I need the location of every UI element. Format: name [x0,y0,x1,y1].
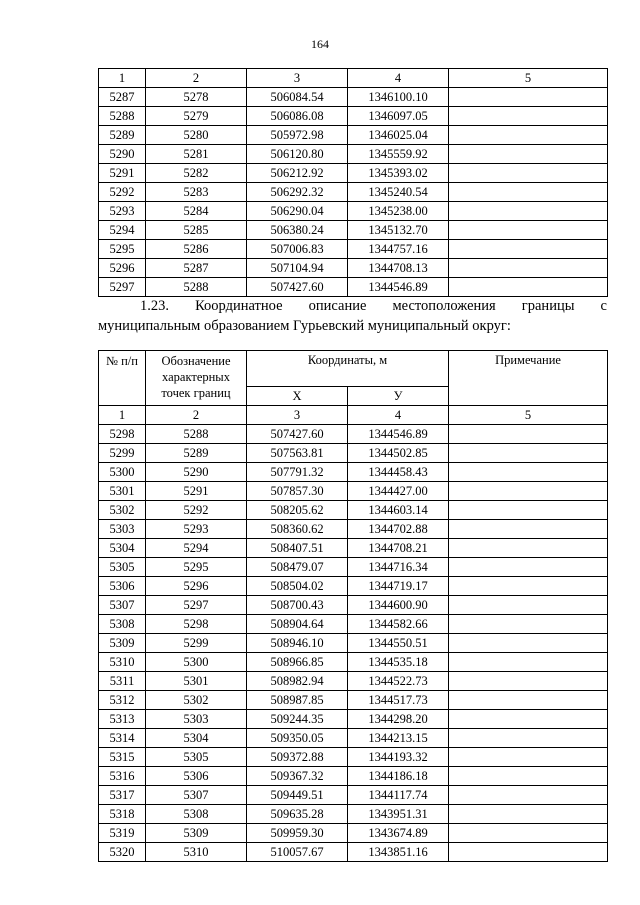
table-row [99,843,608,862]
point-number: 5303 [99,520,146,539]
table-row [99,824,608,843]
note-cell [449,482,608,501]
header-y: У [348,386,449,405]
table-row [99,558,608,577]
boundary-point-designation: 5310 [146,843,247,862]
coordinate-x: 506380.24 [247,221,348,240]
coordinate-y: 1344458.43 [348,463,449,482]
coordinate-y: 1344427.00 [348,482,449,501]
boundary-point-designation: 5279 [146,107,247,126]
coordinate-y: 1345559.92 [348,145,449,164]
point-number: 5312 [99,691,146,710]
coordinates-table [98,350,608,862]
table-row [99,748,608,767]
boundary-point-designation: 5280 [146,126,247,145]
boundary-point-designation: 5298 [146,615,247,634]
note-cell [449,805,608,824]
coordinate-y: 1344719.17 [348,577,449,596]
point-number: 5288 [99,107,146,126]
point-number: 5301 [99,482,146,501]
point-number: 5310 [99,653,146,672]
coordinate-x: 508987.85 [247,691,348,710]
column-number: 3 [247,406,348,425]
point-number: 5314 [99,729,146,748]
coordinate-y: 1344535.18 [348,653,449,672]
coordinate-x: 506292.32 [247,183,348,202]
table-row [99,259,608,278]
point-number: 5297 [99,278,146,297]
coordinate-y: 1344298.20 [348,710,449,729]
note-cell [449,444,608,463]
coordinate-y: 1344757.16 [348,240,449,259]
note-cell [449,202,608,221]
point-number: 5302 [99,501,146,520]
table-body [99,88,608,297]
point-number: 5309 [99,634,146,653]
boundary-point-designation: 5292 [146,501,247,520]
table-row [99,767,608,786]
note-cell [449,767,608,786]
point-number: 5291 [99,164,146,183]
boundary-point-designation: 5284 [146,202,247,221]
table-row [99,425,608,444]
coordinate-x: 509372.88 [247,748,348,767]
point-number: 5315 [99,748,146,767]
note-cell [449,259,608,278]
coordinate-y: 1344522.73 [348,672,449,691]
coordinate-x: 506290.04 [247,202,348,221]
coordinate-y: 1344582.66 [348,615,449,634]
boundary-point-designation: 5307 [146,786,247,805]
table-row [99,672,608,691]
note-cell [449,107,608,126]
coordinate-x: 507563.81 [247,444,348,463]
note-cell [449,615,608,634]
page-number: 164 [311,37,329,51]
coordinate-x: 508504.02 [247,577,348,596]
boundary-point-designation: 5288 [146,425,247,444]
note-cell [449,88,608,107]
coordinate-y: 1344716.34 [348,558,449,577]
coordinate-y: 1343951.31 [348,805,449,824]
coordinate-y: 1344603.14 [348,501,449,520]
boundary-point-designation: 5294 [146,539,247,558]
note-cell [449,278,608,297]
coordinate-y: 1344213.15 [348,729,449,748]
header-x: X [247,386,348,405]
column-number: 1 [99,69,146,88]
point-number: 5287 [99,88,146,107]
coordinate-y: 1343674.89 [348,824,449,843]
note-cell [449,520,608,539]
boundary-point-designation: 5283 [146,183,247,202]
heading-word: 1.23. [140,298,169,314]
point-number: 5295 [99,240,146,259]
column-number: 4 [348,406,449,425]
point-number: 5300 [99,463,146,482]
point-number: 5320 [99,843,146,862]
boundary-point-designation: 5308 [146,805,247,824]
point-number: 5308 [99,615,146,634]
header-designation: Обозначение характерных точек границ [146,351,247,406]
note-cell [449,577,608,596]
column-number: 2 [146,406,247,425]
boundary-point-designation: 5305 [146,748,247,767]
table-row [99,520,608,539]
table-row [99,444,608,463]
point-number: 5290 [99,145,146,164]
coordinate-x: 508904.64 [247,615,348,634]
table-row [99,145,608,164]
table-row [99,126,608,145]
table-row [99,202,608,221]
coordinate-x: 507006.83 [247,240,348,259]
point-number: 5316 [99,767,146,786]
note-cell [449,691,608,710]
point-number: 5299 [99,444,146,463]
note-cell [449,843,608,862]
coordinate-y: 1344117.74 [348,786,449,805]
table-row [99,634,608,653]
coordinate-y: 1344502.85 [348,444,449,463]
coordinate-y: 1344186.18 [348,767,449,786]
coordinate-x: 507857.30 [247,482,348,501]
column-number: 2 [146,69,247,88]
boundary-point-designation: 5295 [146,558,247,577]
coordinate-y: 1344702.88 [348,520,449,539]
boundary-point-designation: 5302 [146,691,247,710]
point-number: 5317 [99,786,146,805]
header-note: Примечание [449,351,608,406]
coordinate-x: 508946.10 [247,634,348,653]
coordinate-x: 506084.54 [247,88,348,107]
point-number: 5313 [99,710,146,729]
column-number-row [99,69,608,88]
point-number: 5292 [99,183,146,202]
boundary-point-designation: 5297 [146,596,247,615]
boundary-point-designation: 5281 [146,145,247,164]
table-row [99,501,608,520]
table-row [99,278,608,297]
boundary-point-designation: 5299 [146,634,247,653]
note-cell [449,164,608,183]
coordinate-x: 508479.07 [247,558,348,577]
heading-word: местоположения [392,298,496,314]
coordinate-y: 1345132.70 [348,221,449,240]
column-number: 1 [99,406,146,425]
coordinate-x: 508360.62 [247,520,348,539]
coordinate-y: 1344517.73 [348,691,449,710]
column-number: 4 [348,69,449,88]
coordinate-x: 506120.80 [247,145,348,164]
table-row [99,463,608,482]
heading-word: описание [308,298,367,314]
header-coordinates: Координаты, м [247,351,449,387]
coordinate-y: 1345240.54 [348,183,449,202]
table-row [99,240,608,259]
note-cell [449,240,608,259]
coordinate-x: 510057.67 [247,843,348,862]
table-row [99,691,608,710]
column-number-row [99,406,608,425]
boundary-point-designation: 5287 [146,259,247,278]
coordinate-x: 509959.30 [247,824,348,843]
boundary-point-designation: 5303 [146,710,247,729]
note-cell [449,672,608,691]
table-row [99,539,608,558]
point-number: 5298 [99,425,146,444]
note-cell [449,558,608,577]
table-row [99,729,608,748]
table-row [99,164,608,183]
note-cell [449,539,608,558]
coordinate-x: 509635.28 [247,805,348,824]
boundary-point-designation: 5304 [146,729,247,748]
column-number: 5 [449,406,608,425]
coordinate-x: 506086.08 [247,107,348,126]
point-number: 5296 [99,259,146,278]
coordinate-y: 1344708.13 [348,259,449,278]
table-row [99,596,608,615]
coordinate-y: 1346097.05 [348,107,449,126]
coordinate-x: 506212.92 [247,164,348,183]
note-cell [449,596,608,615]
note-cell [449,634,608,653]
coordinate-y: 1343851.16 [348,843,449,862]
coordinate-x: 508966.85 [247,653,348,672]
coordinate-y: 1344193.32 [348,748,449,767]
boundary-point-designation: 5290 [146,463,247,482]
table-row [99,107,608,126]
point-number: 5289 [99,126,146,145]
coordinate-x: 509449.51 [247,786,348,805]
coordinate-y: 1346025.04 [348,126,449,145]
boundary-point-designation: 5306 [146,767,247,786]
coordinate-y: 1344708.21 [348,539,449,558]
coordinate-x: 508407.51 [247,539,348,558]
table-row [99,710,608,729]
table-row [99,653,608,672]
boundary-point-designation: 5278 [146,88,247,107]
table-row [99,482,608,501]
boundary-point-designation: 5288 [146,278,247,297]
note-cell [449,501,608,520]
section-heading-line-1 [98,296,607,316]
point-number: 5304 [99,539,146,558]
boundary-point-designation: 5301 [146,672,247,691]
coordinate-x: 505972.98 [247,126,348,145]
coordinate-x: 509367.32 [247,767,348,786]
coordinate-y: 1346100.10 [348,88,449,107]
coordinate-x: 509244.35 [247,710,348,729]
note-cell [449,729,608,748]
coordinate-x: 507791.32 [247,463,348,482]
coordinate-y: 1344550.51 [348,634,449,653]
table-row [99,786,608,805]
point-number: 5294 [99,221,146,240]
column-number: 5 [449,69,608,88]
boundary-point-designation: 5286 [146,240,247,259]
point-number: 5319 [99,824,146,843]
table-body [99,425,608,862]
coordinate-y: 1344546.89 [348,425,449,444]
note-cell [449,183,608,202]
table-row [99,183,608,202]
table-row [99,805,608,824]
note-cell [449,425,608,444]
point-number: 5311 [99,672,146,691]
coordinate-x: 507427.60 [247,278,348,297]
boundary-point-designation: 5300 [146,653,247,672]
point-number: 5306 [99,577,146,596]
note-cell [449,710,608,729]
column-number: 3 [247,69,348,88]
point-number: 5305 [99,558,146,577]
point-number: 5307 [99,596,146,615]
heading-word: границы [521,298,575,314]
boundary-point-designation: 5309 [146,824,247,843]
coordinate-x: 509350.05 [247,729,348,748]
note-cell [449,145,608,164]
boundary-point-designation: 5289 [146,444,247,463]
heading-word: Координатное [195,298,283,314]
boundary-point-designation: 5291 [146,482,247,501]
coordinate-y: 1345393.02 [348,164,449,183]
header-number: № п/п [99,351,146,406]
boundary-point-designation: 5296 [146,577,247,596]
boundary-point-designation: 5282 [146,164,247,183]
table-row [99,577,608,596]
coordinate-x: 508700.43 [247,596,348,615]
point-number: 5318 [99,805,146,824]
coordinate-y: 1344600.90 [348,596,449,615]
note-cell [449,653,608,672]
note-cell [449,824,608,843]
table-row [99,88,608,107]
note-cell [449,748,608,767]
boundary-point-designation: 5293 [146,520,247,539]
heading-word: с [600,298,607,314]
coordinate-x: 508205.62 [247,501,348,520]
point-number: 5293 [99,202,146,221]
coordinate-y: 1345238.00 [348,202,449,221]
coordinate-x: 507104.94 [247,259,348,278]
section-heading-line-2: муниципальным образованием Гурьевский муниципальный округ: [98,318,511,334]
note-cell [449,463,608,482]
table-row [99,615,608,634]
coordinate-y: 1344546.89 [348,278,449,297]
note-cell [449,221,608,240]
coordinate-x: 507427.60 [247,425,348,444]
coordinate-x: 508982.94 [247,672,348,691]
coordinates-table-continued [98,68,608,297]
table-row [99,221,608,240]
note-cell [449,786,608,805]
boundary-point-designation: 5285 [146,221,247,240]
section-heading [98,296,607,336]
note-cell [449,126,608,145]
